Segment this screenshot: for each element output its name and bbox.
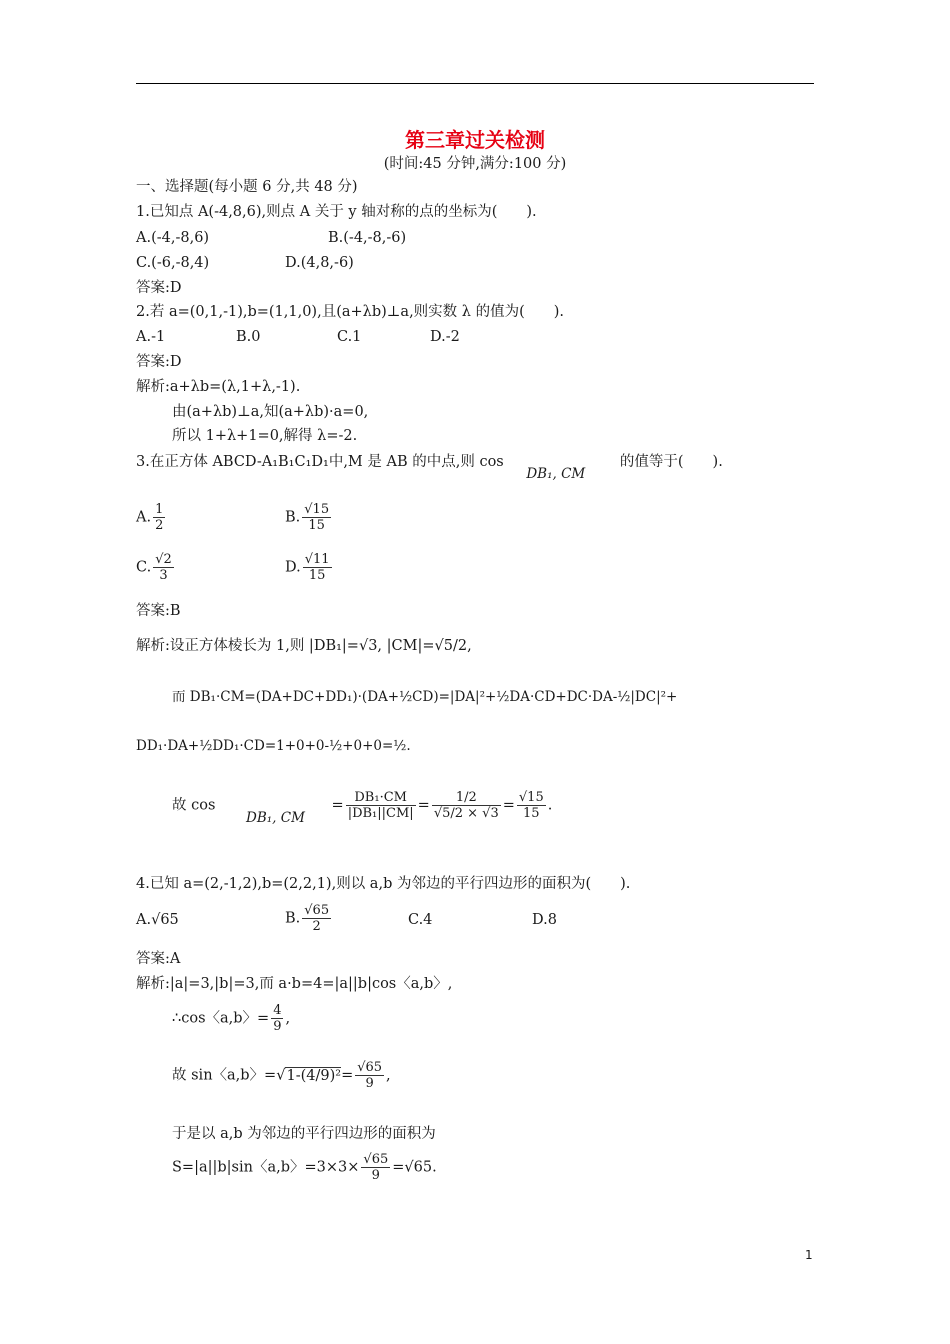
q4-solution-1: 解析:|a|=3,|b|=3,而 a·b=4=|a||b|cos〈a,b〉, (136, 976, 453, 992)
header-rule (136, 83, 814, 84)
q1-answer: 答案:D (136, 280, 182, 296)
q2-option-a: A.-1 (136, 329, 166, 345)
q4-option-b-fraction: $\frac{√65}{2}$ (304, 903, 330, 934)
q4-option-c: C.4 (408, 912, 433, 928)
q4-solution-3: 故 sin〈a,b〉=√1-(4/9)²= $\frac{√65}{9}$ , (172, 1060, 391, 1091)
page-number: 1 (805, 1248, 813, 1262)
q1-stem: 1.已知点 A(-4,8,6),则点 A 关于 y 轴对称的点的坐标为( ). (136, 204, 537, 220)
q3-solution-vector-pair: DB₁, CM (246, 809, 305, 826)
q1-option-b: B.(-4,-8,-6) (328, 230, 407, 246)
q3-option-d-fraction: $\frac{√11}{15}$ (304, 552, 330, 583)
q2-option-c: C.1 (337, 329, 362, 345)
q2-solution-1: 解析:a+λb=(λ,1+λ,-1). (136, 379, 301, 395)
q3-solution-3: DD₁·DA+½DD₁·CD=1+0+0-½+0+0=½. (136, 738, 411, 754)
q3-result-fraction: $\frac{√15}{15}$ (518, 790, 544, 821)
q3-solution-2: 而 DB₁·CM=(DA+DC+DD₁)·(DA+½CD)=|DA|²+½DA·CD+DC·DA-½|DC|²+ (172, 689, 678, 705)
q2-solution-2: 由(a+λb)⊥a,知(a+λb)·a=0, (172, 404, 369, 420)
q3-vector-pair: DB₁, CM (526, 466, 586, 482)
q3-solution-1: 解析:设正方体棱长为 1,则 |DB₁|=√3, |CM|=√5/2, (136, 638, 472, 654)
q3-option-a-fraction: $\frac{1}{2}$ (155, 502, 164, 533)
q4-stem: 4.已知 a=(2,-1,2),b=(2,2,1),则以 a,b 为邻边的平行四边形的面积为( ). (136, 876, 631, 892)
q4-cos-fraction: $\frac{4}{9}$ (273, 1003, 282, 1034)
q3-cos-fraction: $\frac{\text{DB₁·CM}}{\text{|DB₁||CM|}}$ (347, 790, 414, 821)
page-title: 第三章过关检测 (405, 128, 545, 152)
q2-answer: 答案:D (136, 354, 182, 370)
q3-option-a: A. $\frac{1}{2}$ (136, 502, 164, 533)
q3-answer: 答案:B (136, 603, 181, 619)
q4-answer: 答案:A (136, 951, 181, 967)
q3-stem-lead: 3.在正方体 ABCD-A₁B₁C₁D₁中,M 是 AB 的中点,则 cos (136, 454, 504, 470)
q3-option-b: B. $\frac{√15}{15}$ (285, 502, 330, 533)
q3-stem (136, 453, 723, 482)
q4-solution-4: 于是以 a,b 为邻边的平行四边形的面积为 (172, 1126, 436, 1142)
q3-option-c: C. $\frac{√2}{3}$ (136, 552, 172, 583)
q2-solution-3: 所以 1+λ+1=0,解得 λ=-2. (172, 428, 358, 444)
q2-option-d: D.-2 (430, 329, 460, 345)
q4-sin-fraction: $\frac{√65}{9}$ (357, 1060, 383, 1091)
page-subtitle: (时间:45 分钟,满分:100 分) (383, 156, 567, 172)
q1-option-d: D.(4,8,-6) (285, 255, 354, 271)
q3-solution-4: 故 cos DB₁, CM = $\frac{\text{DB₁·CM}}{\text{|DB₁||CM|}}$ = $\frac{1/2}{√5/2 \times √3}$ = $\frac{√15}{15}$ . (172, 790, 553, 826)
q3-cos-value-fraction: $\frac{1/2}{√5/2 \times √3}$ (433, 790, 499, 821)
q1-option-c: C.(-6,-8,4) (136, 255, 210, 271)
q4-option-a: A.√65 (136, 912, 179, 928)
q1-option-a: A.(-4,-8,6) (136, 230, 210, 246)
q3-stem-tail: 的值等于( ). (619, 454, 723, 470)
q2-option-b: B.0 (236, 329, 261, 345)
q4-option-b: B. $\frac{√65}{2}$ (285, 903, 330, 934)
q4-solution-2: ∴cos〈a,b〉= $\frac{4}{9}$ , (172, 1003, 291, 1034)
q3-option-c-fraction: $\frac{√2}{3}$ (155, 552, 172, 583)
q4-option-d: D.8 (532, 912, 557, 928)
q4-solution-5: S=|a||b|sin〈a,b〉=3×3× $\frac{√65}{9}$ =√65. (172, 1152, 437, 1183)
q3-option-b-fraction: $\frac{√15}{15}$ (304, 502, 330, 533)
q4-area-fraction: $\frac{√65}{9}$ (363, 1152, 389, 1183)
q2-stem: 2.若 a=(0,1,-1),b=(1,1,0),且(a+λb)⊥a,则实数 λ 的值为( ). (136, 304, 565, 320)
section-heading: 一、选择题(每小题 6 分,共 48 分) (136, 179, 358, 195)
q4-sin-radicand: 1-(4/9)² (286, 1067, 342, 1084)
q3-option-d: D. $\frac{√11}{15}$ (285, 552, 330, 583)
